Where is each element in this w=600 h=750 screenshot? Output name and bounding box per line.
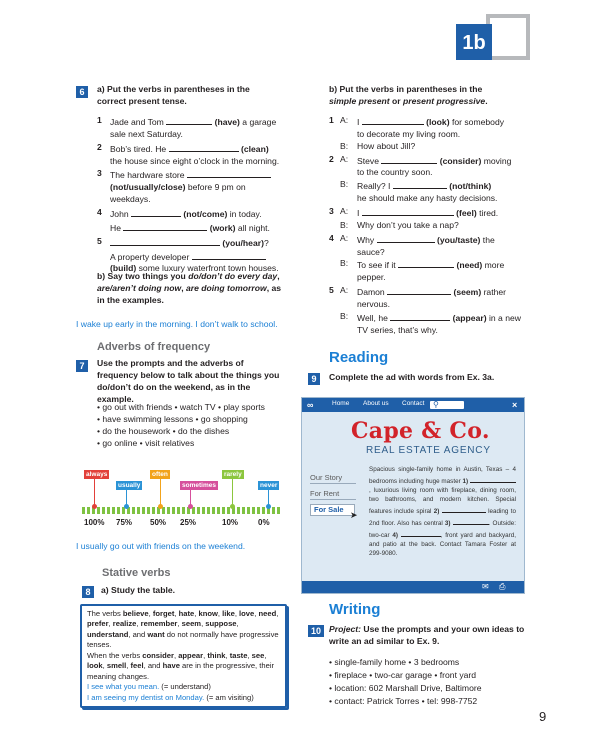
ad-text: , front yard and backyard, and patio at the back. Contact Tamara Foster at 299-9080. (369, 531, 517, 557)
ad-nav-home[interactable]: Home (332, 400, 350, 407)
exercise-6b-example: I wake up early in the morning. I don’t walk to school. (76, 319, 278, 329)
scale-dot (124, 504, 129, 509)
stative-verb: have (162, 661, 180, 671)
example-note: (= am visiting) (204, 692, 254, 702)
exercise-item (97, 207, 287, 235)
item-number: 2 (329, 153, 334, 164)
item-text: Why (357, 234, 377, 245)
rule-text: , (276, 609, 279, 618)
item-line (110, 142, 287, 156)
answer-blank[interactable] (398, 258, 454, 268)
exercise-6a-items (97, 115, 287, 276)
item-text: (seem) (451, 287, 482, 298)
item-text: tired. (476, 208, 499, 219)
exercise-6b-right-heading (329, 84, 529, 108)
stative-verb: hate (178, 609, 195, 618)
item-text: (you/taste) (434, 234, 481, 245)
unit-badge-frame (486, 14, 530, 60)
exercise-7-badge: 7 (76, 360, 88, 372)
item-text: Damon (357, 287, 388, 298)
ad-blank-2[interactable] (442, 505, 486, 513)
scale-pointer (232, 479, 233, 507)
ad-menu-our-story[interactable]: Our Story (310, 473, 356, 484)
speaker-label: A: (340, 232, 349, 243)
ad-text: , luxurious living room with fireplace, dining room, two bathrooms, and modern kitchen. Special features include spiral (369, 486, 516, 515)
speaker-label: B: (340, 258, 349, 269)
item-number: 3 (329, 206, 334, 217)
ad-text: . Outside: two-car (369, 519, 517, 539)
rule-text: do not normally have progressive tenses. (87, 629, 279, 650)
item-text: Jade and Tom (110, 117, 167, 127)
dialogue-line (329, 299, 529, 311)
stative-verb: love (239, 609, 255, 618)
ad-menu-for-rent[interactable]: For Rent (310, 489, 356, 500)
rule-text: , (136, 619, 141, 629)
item-text: I (357, 208, 362, 219)
scale-pointer (160, 479, 161, 507)
answer-blank[interactable] (393, 179, 447, 189)
item-text: To see if it (357, 260, 399, 271)
item-text: for somebody (449, 117, 505, 127)
ad-gap-number: 1) (462, 477, 471, 485)
real-estate-ad (301, 397, 525, 594)
item-text: the house since eight o’clock in the morning. (110, 155, 280, 166)
scale-pointer (94, 479, 95, 507)
item-text: some luxury waterfront town houses. (136, 263, 279, 274)
exercise-item (97, 142, 287, 168)
dialogue-text: sauce? (357, 246, 385, 257)
dialogue-line (329, 325, 529, 337)
dialogue-line (329, 311, 529, 325)
stative-verb: prefer (87, 619, 109, 629)
item-text: Bob’s tired. He (110, 143, 169, 154)
item-number: 1 (97, 115, 102, 125)
dialogue-line (329, 115, 529, 129)
stative-verb: smell (106, 661, 127, 671)
exercise-8-badge: 8 (82, 586, 94, 598)
prompt-line: • go out with friends • watch TV • play sports (97, 402, 265, 412)
stative-verb: consider (142, 650, 174, 660)
adverb-tag-sometimes: sometimes (182, 482, 216, 489)
item-text: rather (481, 287, 507, 298)
ad-footer-bar (302, 581, 524, 593)
item-text: I (357, 117, 362, 127)
b-heading-part: , (181, 282, 186, 293)
reading-title: Reading (329, 349, 389, 366)
stative-verb: remember (140, 619, 178, 629)
heading-part: or (389, 95, 404, 106)
item-text: Steve (357, 155, 382, 166)
item-text: John (110, 209, 132, 220)
writing-prompt-line: • single-family home • 3 bedrooms (329, 657, 460, 667)
ad-menu-for-sale[interactable]: For Sale (310, 504, 355, 516)
b-heading-part: b) Say two things you (97, 271, 189, 281)
exercise-item (97, 236, 287, 276)
item-text: before 9 pm on weekdays. (110, 182, 246, 205)
rule-text: , (236, 619, 239, 629)
dialogue-line (329, 167, 529, 179)
writing-prompt-line: • fireplace • two-car garage • front yard (329, 669, 477, 680)
b-heading-part: do/don’t do every day (188, 271, 278, 281)
ad-gap-number: 4) (392, 531, 401, 539)
stative-verb: forget (152, 609, 175, 618)
stative-verb: feel (130, 661, 144, 671)
stative-rule-2 (87, 651, 280, 682)
item-text: (not/usually/close) (110, 182, 186, 193)
item-number: 3 (97, 168, 102, 179)
rule-text: , (247, 650, 252, 660)
item-line (110, 115, 287, 129)
item-text: in today. (227, 209, 262, 220)
answer-blank[interactable] (187, 168, 271, 178)
page-number: 9 (539, 709, 547, 724)
item-text: more (482, 260, 505, 271)
b-heading-part: are doing tomorrow (185, 282, 267, 293)
rule-text: , (254, 609, 259, 618)
rule-text: , (225, 650, 230, 660)
rule-text: , (173, 650, 179, 660)
answer-blank[interactable] (362, 115, 424, 125)
dialogue-line (329, 141, 529, 153)
item-text: the (480, 234, 495, 245)
exercise-item (97, 168, 287, 206)
heading-part: . (485, 95, 488, 106)
item-line (110, 236, 287, 250)
adverb-tag-always: always (86, 471, 108, 478)
percent-label: 100% (84, 518, 105, 527)
answer-blank[interactable] (362, 206, 454, 216)
dialogue-item (329, 115, 529, 153)
item-text: in a new (486, 312, 521, 323)
exercise-7-example: I usually go out with friends on the weekend. (76, 541, 246, 551)
item-text: He (110, 222, 124, 233)
dialogue-line (329, 285, 529, 299)
rule-text: , (102, 661, 107, 671)
ad-logo-icon: ∞ (307, 400, 314, 410)
dialogue-line (329, 179, 529, 193)
stative-verb: think (207, 650, 226, 660)
scale-dot (230, 504, 235, 509)
dialogue-text: pepper. (357, 272, 386, 283)
exercise-8a-heading: a) Study the table. (101, 585, 176, 595)
speaker-label: A: (340, 115, 349, 125)
item-text: (work) (207, 222, 236, 233)
dialogue-text: nervous. (357, 299, 390, 310)
item-line (110, 221, 287, 235)
item-text: (not/think) (446, 181, 492, 192)
ad-blank-4[interactable] (401, 529, 441, 537)
percent-label: 10% (222, 518, 239, 527)
ad-brand: Cape & Co. (351, 418, 490, 444)
item-text: (need) (454, 260, 483, 271)
rule-text: , (148, 609, 153, 618)
item-number: 5 (329, 285, 334, 296)
stative-verb: understand (87, 629, 129, 639)
item-number: 1 (329, 115, 334, 125)
item-text: (have) (212, 117, 240, 127)
b-heading-part: , (277, 271, 280, 281)
answer-blank[interactable] (390, 311, 450, 321)
rule-text: When the verbs (87, 650, 143, 660)
rule-text: , (174, 609, 179, 618)
item-number: 2 (97, 141, 102, 152)
answer-blank[interactable] (110, 236, 220, 246)
item-line (110, 156, 287, 168)
prompt-line: • have swimming lessons • go shopping (97, 413, 248, 424)
stative-verb: taste (229, 650, 248, 660)
writing-prompt-line: • location: 602 Marshall Drive, Baltimore (329, 682, 482, 693)
prompt-line: • go online • visit relatives (97, 437, 195, 448)
dialogue-item (329, 206, 529, 232)
rule-text: , (108, 619, 113, 629)
item-line (110, 168, 287, 182)
stative-verb: look (87, 661, 103, 671)
adverb-tag-rarely: rarely (224, 471, 242, 478)
rule-text: , (177, 619, 182, 629)
item-text: Really? I (357, 181, 393, 192)
dialogue-line (329, 154, 529, 168)
stative-verb: believe (122, 609, 149, 618)
answer-blank[interactable] (387, 285, 451, 295)
item-text: (look) (423, 117, 450, 127)
item-text: (clean) (238, 143, 269, 154)
exercise-9-instruction: Complete the ad with words from Ex. 3a. (329, 372, 495, 382)
rule-text: are in the progressive, their meaning changes. (87, 661, 275, 681)
stative-verb: like (222, 609, 235, 618)
item-text: (appear) (450, 312, 487, 323)
b-heading-part: , as in the examples. (97, 282, 282, 305)
answer-blank[interactable] (377, 233, 435, 243)
writing-title: Writing (329, 601, 381, 618)
item-text: sale next Saturday. (110, 128, 183, 139)
answer-blank[interactable] (131, 207, 181, 217)
heading-part: simple present (329, 95, 390, 106)
exercise-10-instruction (329, 624, 529, 648)
project-label: Project: (329, 624, 361, 634)
ad-blank-3[interactable] (453, 517, 489, 525)
stative-verb: need (258, 609, 277, 618)
scale-dot (188, 504, 193, 509)
dialogue-line (329, 206, 529, 220)
item-line (110, 129, 287, 141)
prompt-line: • do the housework • do the dishes (97, 425, 230, 436)
rule-text: The verbs (87, 609, 123, 618)
item-text: The hardware store (110, 170, 187, 181)
ad-text: Spacious single-family home in Austin, Texas – 4 bedrooms including huge master (369, 466, 516, 485)
dialogue-line (329, 272, 529, 284)
dialogue-line (329, 193, 529, 205)
item-line (110, 207, 287, 221)
ad-gap-number: 3) (444, 519, 453, 527)
instruction-text: Use the prompts and your own ideas to write an ad similar to Ex. 9. (329, 624, 525, 646)
ad-body-text (369, 466, 516, 558)
heading-part: present progressive (403, 95, 486, 106)
dialogue-line (329, 247, 529, 259)
exercise-6-badge: 6 (76, 86, 88, 98)
rule-text: , (203, 650, 208, 660)
item-text: (feel) (453, 208, 477, 219)
item-text: Well, he (357, 312, 391, 323)
answer-blank[interactable] (381, 154, 437, 164)
item-text: ? (263, 237, 269, 248)
dialogue-item (329, 285, 529, 336)
percent-label: 0% (258, 518, 270, 527)
dialogue-text: to decorate my living room. (357, 128, 461, 139)
exercise-9-badge: 9 (308, 373, 320, 385)
answer-blank[interactable] (192, 250, 266, 260)
example-sentence: I see what you mean. (87, 682, 160, 692)
adverb-tag-never: never (260, 482, 278, 489)
rule-text: , (217, 609, 223, 618)
item-text: (build) (110, 263, 137, 274)
email-icon[interactable]: ✉ (482, 582, 489, 591)
item-number: 4 (329, 232, 334, 243)
dialogue-line (329, 220, 529, 232)
answer-blank[interactable] (166, 115, 212, 125)
item-number: 5 (97, 235, 102, 246)
scale-dot (92, 504, 97, 509)
stative-verb: appear (178, 650, 204, 660)
rule-text: , (194, 609, 199, 618)
dialogue-line (329, 233, 529, 247)
ad-nav-bar (302, 398, 524, 412)
item-text: A property developer (110, 251, 192, 262)
ad-gap-number: 2) (433, 507, 442, 515)
percent-label: 75% (116, 518, 133, 527)
example-note: (= understand) (159, 682, 211, 692)
close-icon[interactable]: × (512, 400, 518, 410)
stative-verbs-title: Stative verbs (102, 567, 171, 579)
ad-agency: REAL ESTATE AGENCY (366, 445, 491, 456)
ad-nav-about[interactable]: About us (363, 400, 389, 407)
ad-text: leading to 2nd floor. Also has central (369, 507, 516, 527)
adverbs-of-frequency-title: Adverbs of frequency (97, 341, 211, 353)
dialogue-line (329, 129, 529, 141)
adverb-tag-usually: usually (118, 482, 141, 489)
exercise-6b-heading (97, 271, 287, 307)
speaker-label: B: (340, 179, 349, 190)
frequency-scale (82, 466, 282, 530)
exercise-item (97, 115, 287, 141)
speaker-label: A: (340, 153, 349, 164)
speaker-label: A: (340, 206, 349, 217)
ad-nav-contact[interactable]: Contact (402, 400, 425, 407)
item-text: (consider) (437, 155, 482, 166)
percent-label: 50% (150, 518, 167, 527)
percent-label: 25% (180, 518, 197, 527)
item-text: (you/hear) (220, 237, 264, 248)
answer-blank[interactable] (169, 142, 239, 152)
dialogue-item (329, 233, 529, 284)
stative-verb: want (147, 629, 165, 639)
rule-text: , (264, 650, 267, 660)
exercise-6b-dialogues (329, 115, 529, 338)
stative-verb: suppose (205, 619, 237, 629)
scale-dot (266, 504, 271, 509)
item-text: moving (481, 155, 512, 166)
speaker-label: A: (340, 285, 349, 296)
item-text: a garage (239, 117, 277, 127)
exercise-10-badge: 10 (308, 625, 324, 637)
frequency-bar (82, 507, 282, 514)
unit-badge: 1b (456, 24, 492, 60)
stative-verb: know (198, 609, 218, 618)
item-line (110, 250, 287, 264)
dialogue-text: TV series, that’s why. (357, 324, 438, 335)
rule-text: , and (143, 661, 163, 671)
speaker-label: B: (340, 310, 349, 321)
stative-rule-1 (87, 609, 280, 651)
dialogue-text: to the country soon. (357, 167, 433, 178)
speaker-label: B: (340, 219, 349, 230)
exercise-6a-heading: a) Put the verbs in parentheses in the correct present tense. (97, 84, 250, 106)
dialogue-text: he should make any hasty decisions. (357, 193, 498, 204)
stative-example-2 (87, 693, 280, 703)
heading-part: b) Put the verbs in parentheses in the (329, 84, 483, 94)
dialogue-line (329, 258, 529, 272)
rule-text: , (234, 609, 240, 618)
dialogue-text: Why don’t you take a nap? (357, 219, 459, 230)
cursor-arrow-icon: ➤ (350, 510, 358, 520)
stative-verbs-table (80, 604, 287, 708)
dialogue-item (329, 154, 529, 205)
b-heading-part: are/aren’t doing now (97, 282, 182, 293)
answer-blank[interactable] (123, 221, 207, 231)
exercise-7-prompts (97, 402, 292, 449)
stative-verb: realize (112, 619, 137, 629)
stative-verb: see (251, 650, 265, 660)
item-text: (not/come) (181, 209, 228, 220)
stative-verb: seem (181, 619, 202, 629)
dialogue-text: How about Jill? (357, 140, 416, 151)
example-sentence: I am seeing my dentist on Monday. (87, 692, 205, 702)
rule-text: , (201, 619, 206, 629)
rule-text: , (126, 661, 131, 671)
adverb-tag-often: often (152, 471, 168, 478)
item-text: all night. (235, 222, 270, 233)
scale-dot (158, 504, 163, 509)
item-number: 4 (97, 207, 102, 218)
print-icon[interactable]: ⎙ (499, 582, 506, 591)
speaker-label: B: (340, 140, 349, 151)
exercise-7-instruction: Use the prompts and the adverbs of frequency below to talk about the things you do/don’t do on the weekend, as in the example. (97, 358, 280, 404)
stative-example-1 (87, 682, 280, 692)
search-icon: ⚲ (433, 400, 439, 409)
ad-blank-1[interactable] (470, 475, 516, 483)
writing-prompts (329, 656, 539, 708)
writing-prompt-line: • contact: Patrick Torres • tel: 998-7752 (329, 695, 478, 706)
rule-text: , and (128, 629, 148, 639)
item-line (110, 182, 287, 206)
